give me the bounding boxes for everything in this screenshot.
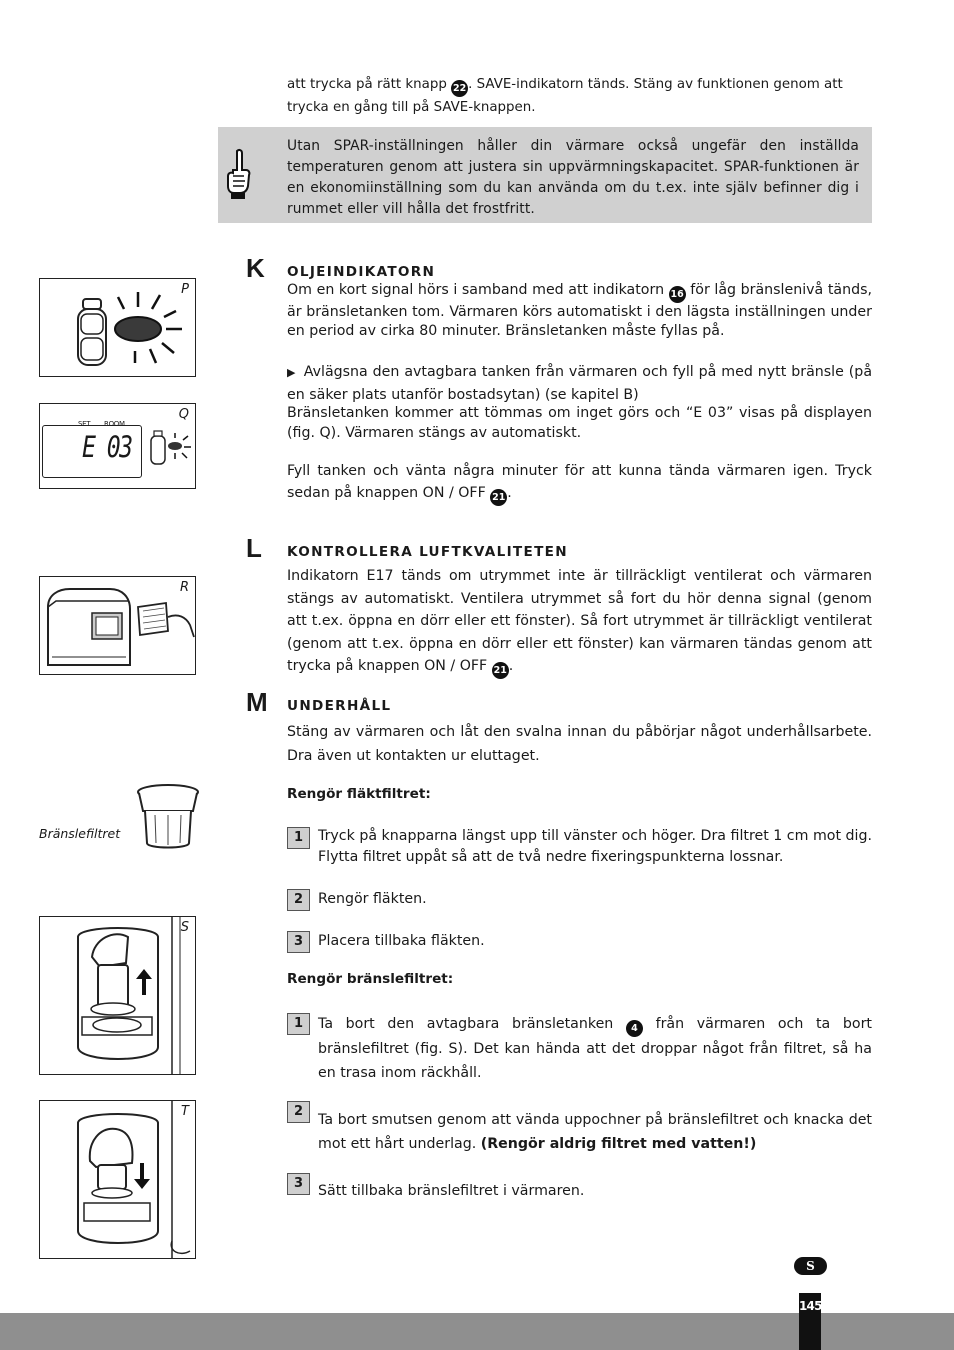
step-text: Ta bort den avtagbara bränsletanken 4 från värmaren och ta bort bränslefiltret (fig. S). Det kan hända att det droppar något från filtret, så ha en trasa inom räckhåll. <box>318 1016 872 1081</box>
button-number-badge: 22 <box>451 80 468 97</box>
section-m-paragraph: Stäng av värmaren och låt den svalna innan du påbörjar något underhållsarbete. Dra även ut kontakten ur eluttaget. <box>287 724 872 764</box>
step-text: Placera tillbaka fläkten. <box>318 933 485 949</box>
step-text: Rengör fläkten. <box>318 891 427 907</box>
section-title-k: OLJEINDIKATORN <box>287 264 436 280</box>
remove-fuel-filter-icon <box>40 917 195 1074</box>
bullet-triangle-icon: ▶ <box>287 366 304 379</box>
figure-label: T <box>181 1104 189 1119</box>
figure-q <box>39 403 196 489</box>
figure-label: P <box>181 282 189 297</box>
figure-r <box>39 576 196 675</box>
button-number-badge: 21 <box>492 662 509 679</box>
step-text: Ta bort smutsen genom att vända uppochner på bränslefiltret och knacka det mot ett hårt underlag. (Rengör aldrig filtret med vatten!) <box>318 1112 872 1152</box>
language-badge: S <box>794 1257 827 1275</box>
section-k-paragraph-2: Bränsletanken kommer att tömmas om inget görs och “E 03” visas på displayen (fig. Q). Värmaren stängs av automatiskt. <box>287 405 872 441</box>
display-room-label: ROOM <box>104 420 125 428</box>
section-k-paragraph-3: Fyll tanken och vänta några minuter för att kunna tända värmaren igen. Tryck sedan på knappen ON / OFF 21 . <box>287 460 872 506</box>
section-letter-m: M <box>246 687 268 717</box>
figure-t <box>39 1100 196 1259</box>
fuel-filter-icon <box>135 783 201 853</box>
step-number: 3 <box>287 1173 310 1195</box>
section-l-paragraph: Indikatorn E17 tänds om utrymmet inte är tillräckligt ventilerat och värmaren stängs av automatiskt. Ventilera utrymmet så fort du hör denna signal (genom att t.ex. öppna en dörr eller ett fönster). Så fort utrymmet är tillräckligt ventilerat (genom att t.ex. öppna en dörr eller ett fönster) kan värmaren tändas genom att trycka på knappen ON / OFF 21 . <box>287 565 872 679</box>
fuel-indicator-icon <box>145 426 195 476</box>
section-title-m: UNDERHÅLL <box>287 698 392 714</box>
pointing-hand-icon <box>224 148 254 200</box>
indicator-number-badge: 16 <box>669 286 686 303</box>
fuel-filter-caption: Bränslefiltret <box>39 826 121 841</box>
section-title-l: KONTROLLERA LUFTKVALITETEN <box>287 544 568 560</box>
display-set-label: SET <box>78 420 91 428</box>
tank-number-badge: 4 <box>626 1020 643 1037</box>
step-number: 1 <box>287 827 310 849</box>
section-letter-l: L <box>246 533 262 563</box>
section-k-bullet: ▶ Avlägsna den avtagbara tanken från värmaren och fyll på med nytt bränsle (på en säker plats utanför bostadsytan) (se kapitel B) <box>287 364 873 403</box>
heater-air-filter-removal-icon <box>40 577 195 674</box>
step-number: 2 <box>287 1101 310 1123</box>
figure-s <box>39 916 196 1075</box>
note-text: Utan SPAR-inställningen håller din värmare också ungefär den inställda temperaturen genom att justera sin uppvärmningskapacitet. SPAR-funktionen är en ekonomiinställning som du kan använda om du t.ex. inte själv befinner dig i rummet eller vill hålla det frostfritt. <box>287 138 859 217</box>
figure-label: S <box>180 920 189 935</box>
section-k-paragraph-1: Om en kort signal hörs i samband med att indikatorn 16 för låg bränslenivå tänds, är bränsletanken tom. Värmaren körs automatiskt i den lägsta inställningen under en period av cirka 80 minuter. Bränsletanken måste fyllas på. <box>287 282 872 339</box>
step-text: Tryck på knapparna längst upp till vänster och höger. Dra filtret 1 cm mot dig. Flytta filtret uppåt så att de två nedre fixeringspunkterna lossnar. <box>318 828 872 865</box>
note-box <box>218 127 872 223</box>
display-error-code: E 03 <box>82 430 132 464</box>
figure-p <box>39 278 196 377</box>
section-letter-k: K <box>246 253 265 283</box>
page-number: 145 <box>799 1299 822 1313</box>
figure-label: R <box>179 580 189 595</box>
insert-fuel-filter-icon <box>40 1101 195 1258</box>
step-number: 1 <box>287 1013 310 1035</box>
fan-filter-heading: Rengör fläktfiltret: <box>287 786 431 802</box>
fuel-filter-heading: Rengör bränslefiltret: <box>287 971 454 987</box>
step-number: 2 <box>287 889 310 911</box>
page-number-tab <box>799 1293 821 1350</box>
button-number-badge: 21 <box>490 489 507 506</box>
figure-label: Q <box>178 407 189 422</box>
step-text: Sätt tillbaka bränslefiltret i värmaren. <box>318 1183 585 1199</box>
step-number: 3 <box>287 931 310 953</box>
fuel-indicator-blinking-icon <box>40 279 195 376</box>
intro-paragraph: att trycka på rätt knapp 22 . SAVE-indikatorn tänds. Stäng av funktionen genom att trycka en gång till på SAVE-knappen. <box>287 77 843 115</box>
